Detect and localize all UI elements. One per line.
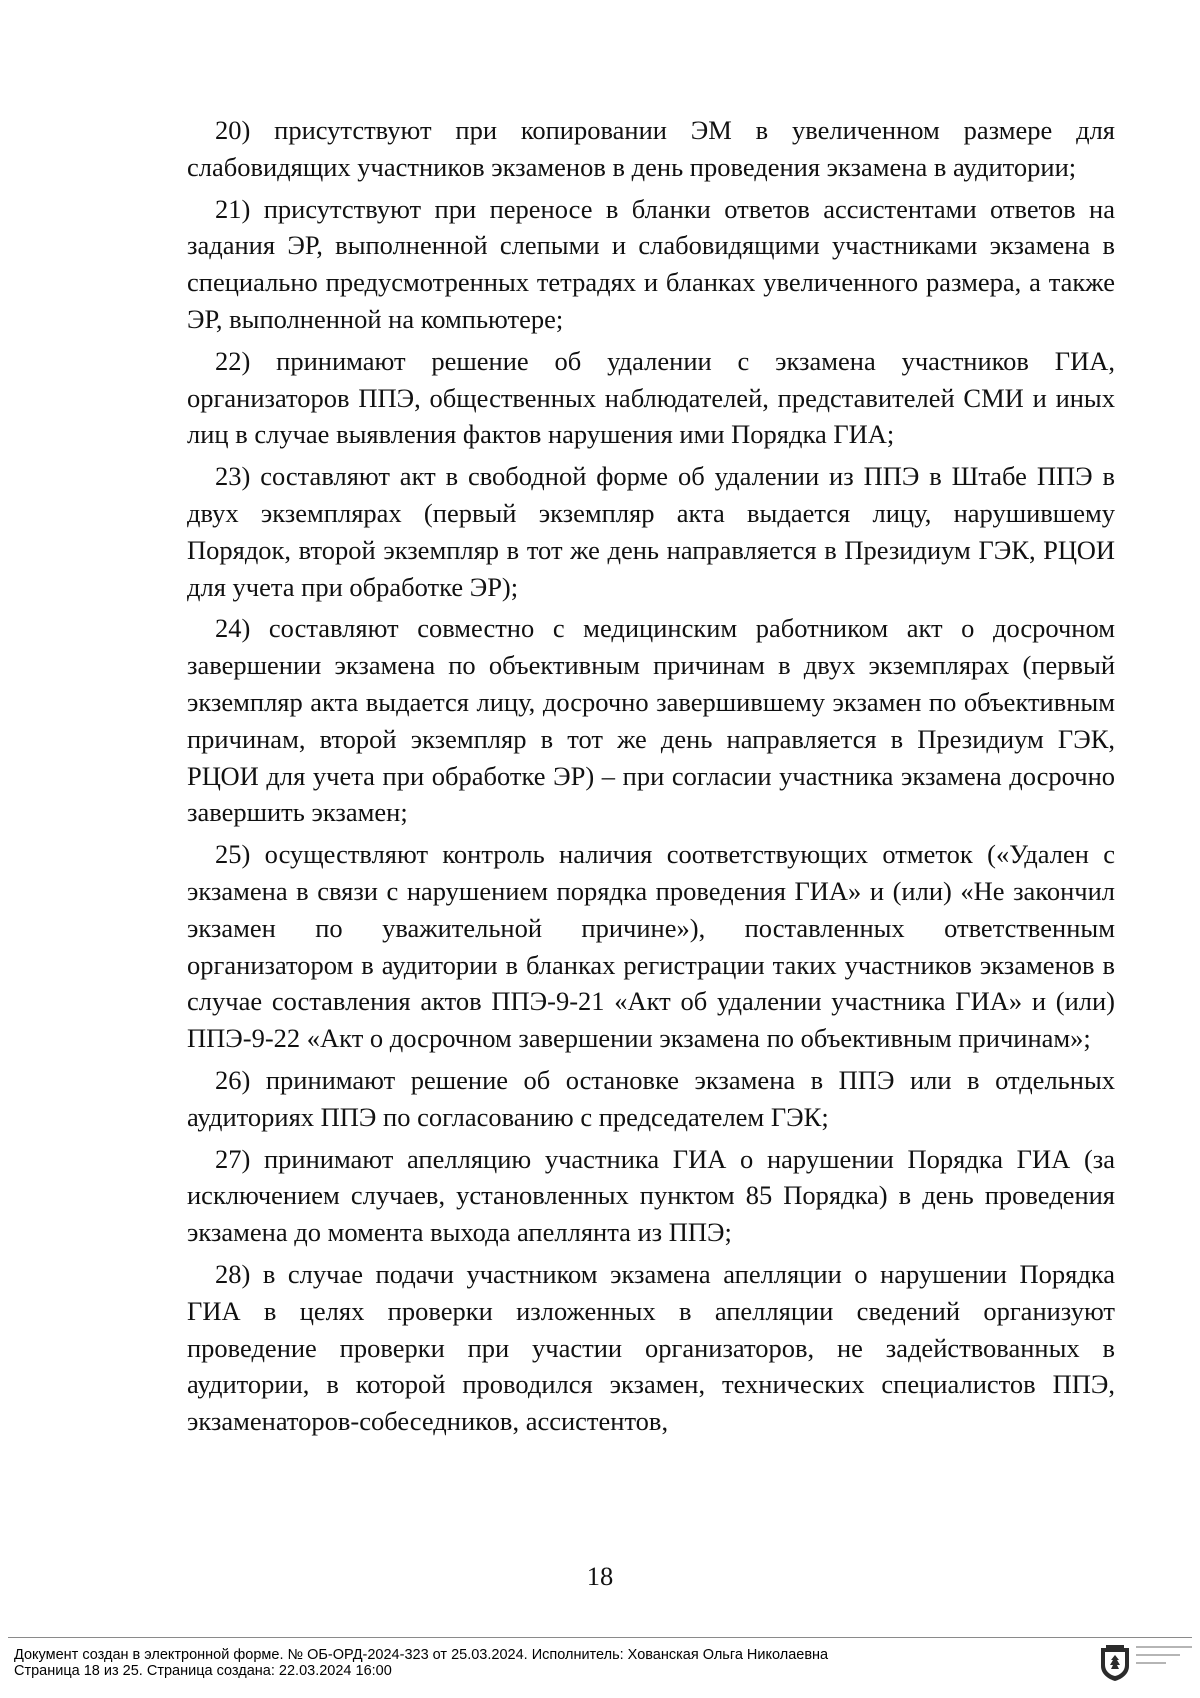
paragraph-23: 23) составляют акт в свободной форме об удалении из ППЭ в Штабе ППЭ в двух экземплярах (первый экземпляр акта выдается лицу, нарушившему Порядок, второй экземпляр в тот же день направляется в Президиум ГЭК, РЦОИ для учета при обработке ЭР); — [187, 461, 1115, 602]
footer-divider — [8, 1637, 1192, 1638]
page-number: 18 — [586, 1561, 614, 1591]
electronic-document-footer — [14, 1647, 828, 1679]
paragraph-28: 28) в случае подачи участником экзамена апелляции о нарушении Порядка ГИА в целях проверки изложенных в апелляции сведений организуют проведение проверки при участии организаторов, не задействованных в аудитории, в которой проводился экзамен, технических специалистов ППЭ, экзаменаторов-собеседников, ассистентов, — [187, 1258, 1115, 1437]
paragraph-20: 20) присутствуют при копировании ЭМ в увеличенном размере для слабовидящих участников экзаменов в день проведения экзамена в аудитории; — [187, 115, 1115, 182]
paragraph-25: 25) осуществляют контроль наличия соответствующих отметок («Удален с экзамена в связи с нарушением порядка проведения ГИА» и (или) «Не закончил экзамен по уважительной причине»), поставленных ответственным организатором в аудитории в бланках регистрации таких участников экзаменов в случае составления актов ППЭ-9-21 «Акт об удалении участника ГИА» и (или) ППЭ-9-22 «Акт о досрочном завершении экзамена по объективным причинам»; — [187, 839, 1115, 1054]
regional-coat-of-arms-icon — [1098, 1644, 1132, 1682]
footer-document-info: Документ создан в электронной форме. № ОБ-ОРД-2024-323 от 25.03.2024. Исполнитель: Хованская Ольга Николаевна — [14, 1647, 829, 1663]
paragraph-22: 22) принимают решение об удалении с экзамена участников ГИА, организаторов ППЭ, общественных наблюдателей, представителей СМИ и иных лиц в случае выявления фактов нарушения ими Порядка ГИА; — [187, 345, 1115, 450]
paragraph-27: 27) принимают апелляцию участника ГИА о нарушении Порядка ГИА (за исключением случаев, установленных пунктом 85 Порядка) в день проведения экзамена до момента выхода апеллянта из ППЭ; — [187, 1143, 1115, 1248]
document-body — [187, 112, 1115, 1445]
paragraph-26: 26) принимают решение об остановке экзамена в ППЭ или в отдельных аудиториях ППЭ по согласованию с председателем ГЭК; — [187, 1064, 1115, 1132]
paragraph-24: 24) составляют совместно с медицинским работником акт о досрочном завершении экзамена по объективным причинам в двух экземплярах (первый экземпляр акта выдается лицу, досрочно завершившему экзамен по объективным причинам, второй экземпляр в тот же день направляется в Президиум ГЭК, РЦОИ для учета при обработке ЭР) – при согласии участника экзамена досрочно завершить экзамен; — [187, 613, 1115, 828]
footer-page-info: Страница 18 из 25. Страница создана: 22.03.2024 16:00 — [14, 1663, 392, 1679]
footer-logo-caption — [1136, 1646, 1196, 1670]
paragraph-21: 21) присутствуют при переносе в бланки ответов ассистентами ответов на задания ЭР, выполненной слепыми и слабовидящими участниками экзамена в специально предусмотренных тетрадях и бланках увеличенного размера, а также ЭР, выполненной на компьютере; — [187, 193, 1115, 334]
